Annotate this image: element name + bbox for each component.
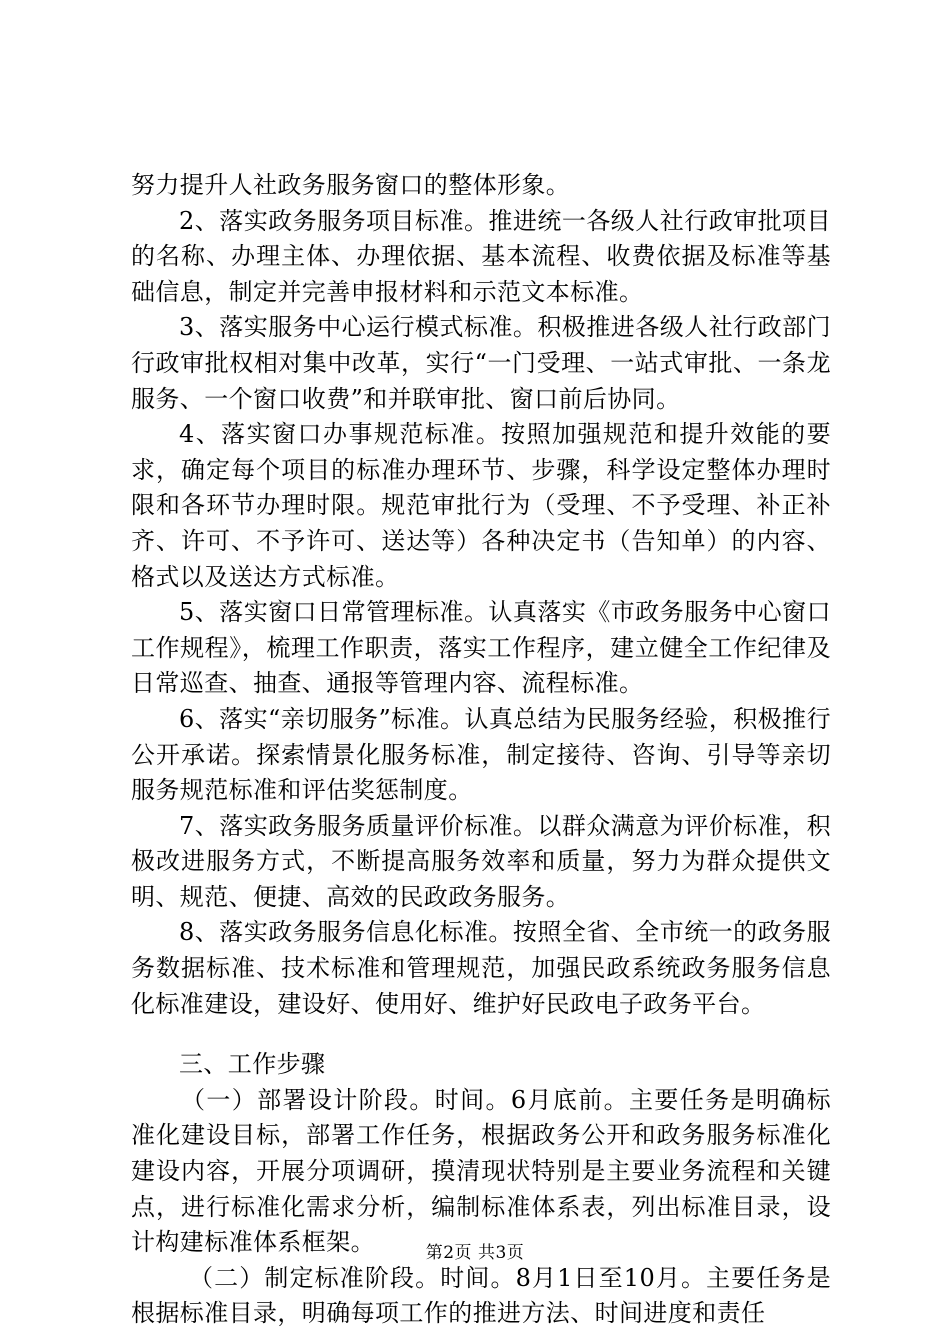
page-number-footer: 第2页 共3页: [425, 1243, 525, 1263]
paragraph-item-3: 3、落实服务中心运行模式标准。积极推进各级人社行政部门行政审批权相对集中改革，实行“一门受理、一站式审批、一条龙服务、一个窗口收费”和并联审批、窗口前后协同。: [131, 313, 831, 413]
paragraph-item-4: 4、落实窗口办事规范标准。按照加强规范和提升效能的要求，确定每个项目的标准办理环节、步骤，科学设定整体办理时限和各环节办理时限。规范审批行为（受理、不予受理、补正补齐、许可、不予许可、送达等）各种决定书（告知单）的内容、格式以及送达方式标准。: [131, 420, 831, 591]
paragraph-item-5: 5、落实窗口日常管理标准。认真落实《市政务服务中心窗口工作规程》，梳理工作职责，落实工作程序，建立健全工作纪律及日常巡查、抽查、通报等管理内容、流程标准。: [131, 598, 831, 698]
paragraph-item-7: 7、落实政务服务质量评价标准。以群众满意为评价标准，积极改进服务方式，不断提高服务效率和质量，努力为群众提供文明、规范、便捷、高效的民政政务服务。: [131, 811, 831, 911]
paragraph-continuation: 努力提升人社政务服务窗口的整体形象。: [131, 171, 571, 199]
step-item-2: （二）制定标准阶段。时间。8月1日至10月。主要任务是根据标准目录，明确每项工作的推进方法、时间进度和责任: [131, 1263, 831, 1328]
section-heading: 三、工作步骤: [179, 1050, 326, 1079]
paragraph-item-6: 6、落实“亲切服务”标准。认真总结为民服务经验，积极推行公开承诺。探索情景化服务标准，制定接待、咨询、引导等亲切服务规范标准和评估奖惩制度。: [131, 704, 831, 805]
paragraph-item-8: 8、落实政务服务信息化标准。按照全省、全市统一的政务服务数据标准、技术标准和管理规范，加强民政系统政务服务信息化标准建设，建设好、使用好、维护好民政电子政务平台。: [131, 918, 831, 1018]
paragraph-item-2: 2、落实政务服务项目标准。推进统一各级人社行政审批项目的名称、办理主体、办理依据、基本流程、收费依据及标准等基础信息，制定并完善申报材料和示范文本标准。: [131, 206, 831, 306]
document-body: [131, 168, 831, 1332]
step-item-1: （一）部署设计阶段。时间。6月底前。主要任务是明确标准化建设目标，部署工作任务，根据政务公开和政务服务标准化建设内容，开展分项调研，摸清现状特别是主要业务流程和关键点，进行标准化需求分析，编制标准体系表，列出标准目录，设计构建标准体系框架。: [131, 1085, 831, 1257]
